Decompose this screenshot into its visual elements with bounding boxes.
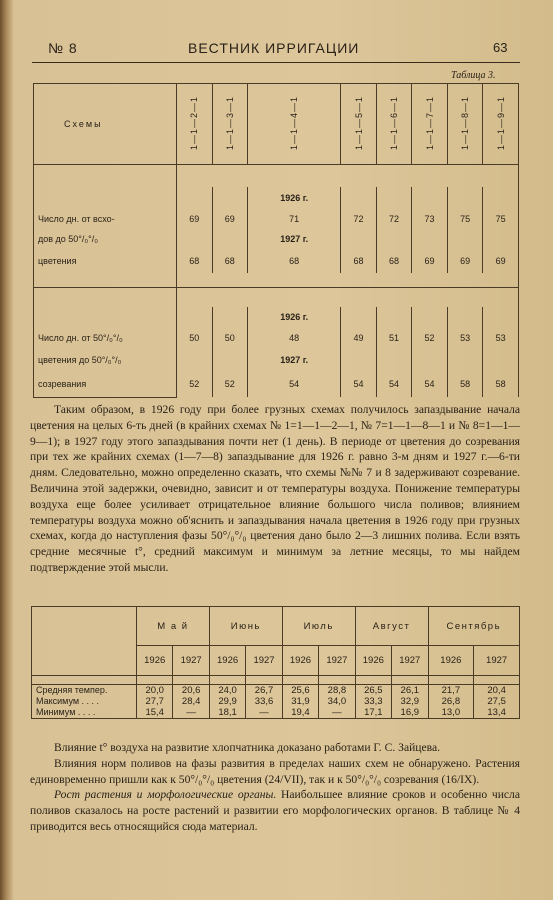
row-labels: Средняя темпер. Максимум . . . . Минимум . . . . xyxy=(32,685,137,719)
table-row: созревания 52 52 54 54 54 54 58 58 xyxy=(34,371,519,397)
month-header: Август xyxy=(355,607,428,646)
row-label: Число дн. от 50°/₀°/₀ xyxy=(34,327,177,349)
temperature-table xyxy=(31,606,520,719)
scheme-col: 1—1—8—1 xyxy=(447,84,483,165)
row-label: цветения до 50°/₀°/₀ xyxy=(34,349,177,371)
table-3 xyxy=(33,83,519,398)
row-label: дов до 50°/₀°/₀ xyxy=(34,229,177,249)
year-label: 1926 г. xyxy=(248,187,341,209)
table4-month-row xyxy=(32,607,520,646)
row-label: созревания xyxy=(34,371,177,397)
issue-number: № 8 xyxy=(48,40,78,56)
section-runin-heading: Рост растения и морфологические органы. xyxy=(54,788,277,802)
paragraph-growth: Рост растения и морфологические органы. Наибольшее влияние сроков и особенно числа поливов сказалось на росте растений и развитии его морфологических органов. В таблице № 4 приводится весь относящийся сюда материал. xyxy=(30,788,520,833)
table3-label: Таблица 3. xyxy=(451,70,496,81)
page-number: 63 xyxy=(493,40,508,55)
scheme-col: 1—1—7—1 xyxy=(412,84,448,165)
scheme-col: 1—1—2—1 xyxy=(177,84,213,165)
schemes-header: Схемы xyxy=(34,84,177,165)
table3-header-row xyxy=(34,84,519,165)
row-label: цветения xyxy=(34,249,177,273)
scheme-col: 1—1—5—1 xyxy=(341,84,377,165)
scheme-col: 1—1—3—1 xyxy=(212,84,248,165)
table4-data-row: Средняя темпер. Максимум . . . . Минимум . . . . 20,0 27,7 15,4 20,6 28,4 — 24,0 29,9 18,1 26,7 33,6 — 25,6 31,9 19,4 28,8 34,0 — 26,5 33,3 17,1 26,1 32,9 16,9 21,7 26,8 13,0 20,4 27,5 13,4 xyxy=(32,685,520,719)
table-row: Число дн. от 50°/₀°/₀ 50 50 48 49 51 52 53 53 xyxy=(34,327,519,349)
year-label: 1927 г. xyxy=(248,349,341,371)
table-row: Число дн. от всхо- 69 69 71 72 72 73 75 75 xyxy=(34,209,519,229)
table-row: цветения 68 68 68 68 68 69 69 69 xyxy=(34,249,519,273)
table4-year-row: 1926 1927 1926 1927 1926 1927 1926 1927 1926 1927 xyxy=(32,646,520,676)
scheme-col: 1—1—4—1 xyxy=(248,84,341,165)
row-label: Число дн. от всхо- xyxy=(34,209,177,229)
year-label: 1926 г. xyxy=(248,307,341,327)
journal-title: ВЕСТНИК ИРРИГАЦИИ xyxy=(188,40,360,56)
scheme-col: 1—1—6—1 xyxy=(376,84,412,165)
month-header: М а й xyxy=(137,607,210,646)
month-header: Июнь xyxy=(209,607,282,646)
month-header: Сентябрь xyxy=(428,607,520,646)
year-label: 1927 г. xyxy=(248,229,341,249)
header-rule xyxy=(32,62,520,63)
body-paragraph: Таким образом, в 1926 году при более грузных схемах получилось запаздывание начала цветения на целых 6-ть дней (в крайних схемах № 1=1—1—2—1, № 7=1—1—8—1 и № 8=1—1—9—1); в 1927 году этого запаздывания почти нет (1 день). В периоде от цветения до созревания при тех же крайних схемах (1—7—8) запаздывание для 1926 г. равно 3-м дням и 1927 г.—6-ти дням. Следовательно, можно определенно сказать, что схемы №№ 7 и 8 задерживают созревание. Величина этой задержки, очевидно, зависит и от температуры воздуха. Понижение температуры воздуха еще более усиливает отрицательное влияние большого числа поливов; влиянием температуры воздуха можно об'яснить и запаздывания начала цветения в 1926 году при грузных схемах, когда до наступления фазы 50°/₀°/₀ цветения дано было 2—3 лишних полива. Если взять средние месячные t°, средний максимум и минимум за летние месяцы, то мы найдем подтверждение этой мысли. xyxy=(30,403,520,574)
scheme-col: 1—1—9—1 xyxy=(483,84,519,165)
month-header: Июль xyxy=(282,607,355,646)
running-header xyxy=(0,40,553,60)
body-paragraph: Влияние t° воздуха на развитие хлопчатника доказано работами Г. С. Зайцева. Влияния норм поливов на фазы развития в пределах наших схем не обнаружено. Растения единовременно пришли как к 50°/₀°/₀ цветения (24/VII), так и к 50°/₀°/₀ созревания (16/IX). Рост растения и морфологические органы. Наибольшее влияние сроков и особенно числа поливов сказалось на росте растений и развитии его морфологических органов. В таблице № 4 приводится весь относящийся сюда материал. xyxy=(30,741,520,833)
